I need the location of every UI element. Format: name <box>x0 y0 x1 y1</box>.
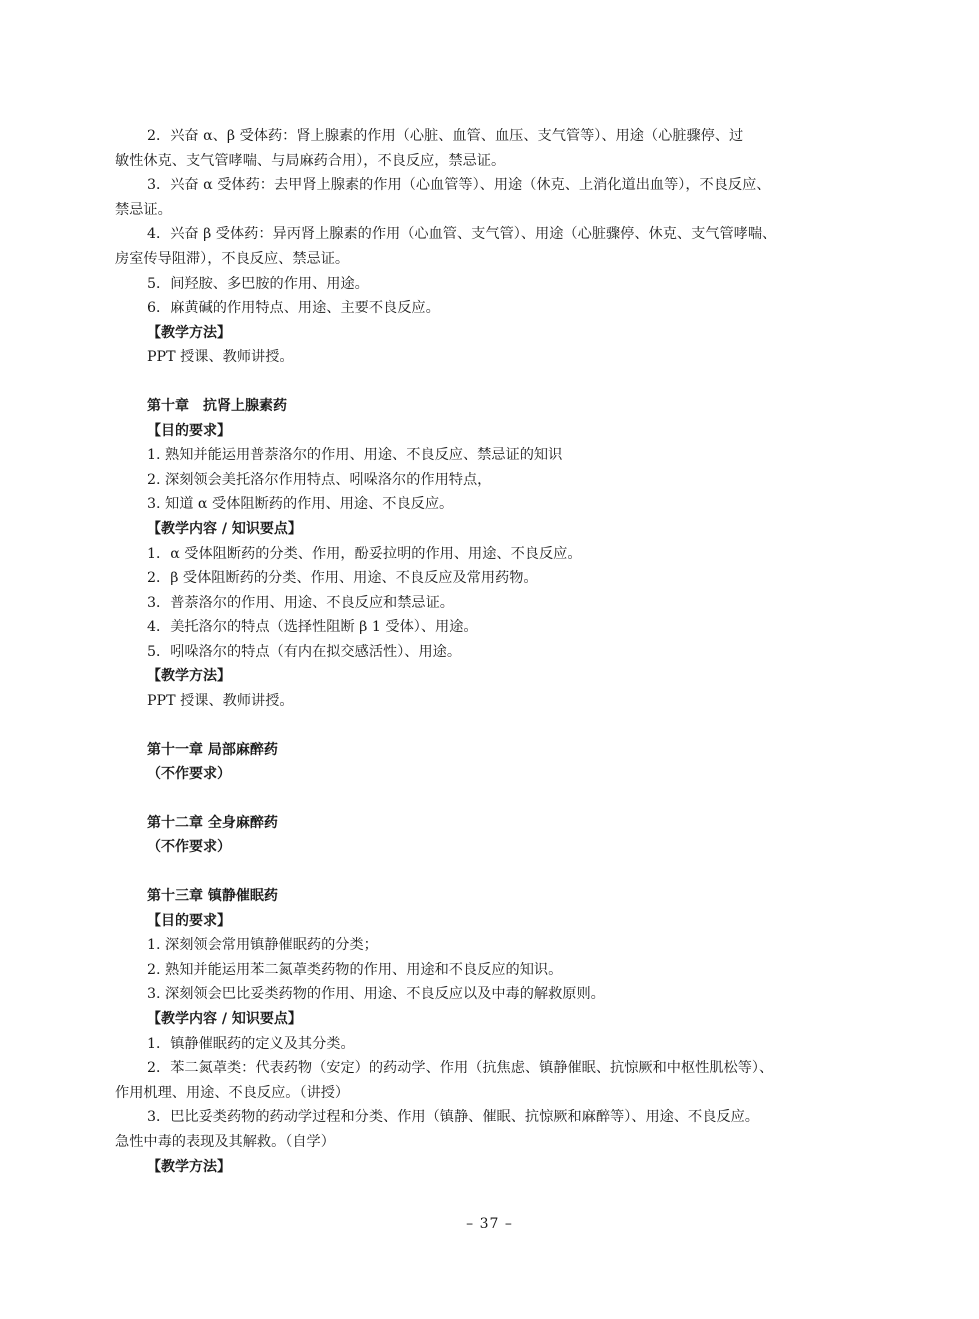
teaching-method-heading: 【教学方法】 <box>147 668 231 685</box>
content-item: 1．镇静催眠药的定义及其分类。 <box>147 1035 355 1052</box>
teaching-method-heading: 【教学方法】 <box>147 1158 231 1175</box>
content-item: 4．美托洛尔的特点（选择性阻断 β 1 受体）、用途。 <box>147 619 478 636</box>
section-gap <box>115 370 875 394</box>
teaching-method-text: PPT 授课、教师讲授。 <box>147 693 294 710</box>
goal-item: 3. 深刻领会巴比妥类药物的作用、用途、不良反应以及中毒的解救原则。 <box>147 986 605 1003</box>
section-gap <box>115 860 875 884</box>
goal-item: 3. 知道 α 受体阻断药的作用、用途、不良反应。 <box>147 496 454 513</box>
goal-item: 2. 熟知并能运用苯二氮䓬类药物的作用、用途和不良反应的知识。 <box>147 961 563 978</box>
section-gap <box>115 787 875 811</box>
teaching-method-heading: 【教学方法】 <box>147 324 231 341</box>
item-ephedrine: 6．麻黄碱的作用特点、用途、主要不良反应。 <box>147 300 440 317</box>
item-adrenaline-line1: 2．兴奋 α、β 受体药：肾上腺素的作用（心脏、血管、血压、支气管等）、用途（心脏骤停、过 <box>147 128 744 144</box>
goal-item: 1. 熟知并能运用普萘洛尔的作用、用途、不良反应、禁忌证的知识 <box>147 447 563 464</box>
content-item: 2．β 受体阻断药的分类、作用、用途、不良反应及常用药物。 <box>147 570 538 587</box>
item-isoprenaline-line2: 房室传导阻滞），不良反应、禁忌证。 <box>115 250 350 267</box>
item-isoprenaline-line1: 4．兴奋 β 受体药：异丙肾上腺素的作用（心血管、支气管）、用途（心脏骤停、休克、支气管哮喘、 <box>147 226 777 243</box>
item-noradrenaline-line1: 3．兴奋 α 受体药：去甲肾上腺素的作用（心血管等）、用途（休克、上消化道出血等），不良反应、 <box>147 177 771 194</box>
content-heading: 【教学内容 / 知识要点】 <box>147 520 302 537</box>
content-item-line2: 作用机理、用途、不良反应。（讲授） <box>115 1084 350 1101</box>
teaching-method-text: PPT 授课、教师讲授。 <box>147 349 294 366</box>
chapter-title: 第十章 抗肾上腺素药 <box>147 397 287 414</box>
chapter-note: （不作要求） <box>147 839 231 856</box>
page-content <box>115 124 875 1179</box>
chapter-title: 第十一章 局部麻醉药 <box>147 741 278 758</box>
goal-heading: 【目的要求】 <box>147 912 231 929</box>
content-item: 3．普萘洛尔的作用、用途、不良反应和禁忌证。 <box>147 594 454 611</box>
content-item: 5．吲哚洛尔的特点（有内在拟交感活性）、用途。 <box>147 643 462 660</box>
page-number: – 37 – <box>466 1216 513 1232</box>
item-adrenaline-line2: 敏性休克、支气管哮喘、与局麻药合用），不良反应，禁忌证。 <box>115 152 506 169</box>
item-noradrenaline-line2: 禁忌证。 <box>115 201 172 218</box>
goal-item: 1. 深刻领会常用镇静催眠药的分类； <box>147 937 378 954</box>
content-item-line1: 2．苯二氮䓬类：代表药物（安定）的药动学、作用（抗焦虑、镇静催眠、抗惊厥和中枢性肌松等）、 <box>147 1060 774 1077</box>
goal-heading: 【目的要求】 <box>147 422 231 439</box>
content-item: 1．α 受体阻断药的分类、作用，酚妥拉明的作用、用途、不良反应。 <box>147 545 582 562</box>
content-item-line2: 急性中毒的表现及其解救。（自学） <box>115 1133 335 1150</box>
chapter-title: 第十二章 全身麻醉药 <box>147 814 278 831</box>
chapter-title: 第十三章 镇静催眠药 <box>147 888 278 905</box>
goal-item: 2. 深刻领会美托洛尔作用特点、吲哚洛尔的作用特点， <box>147 471 492 488</box>
chapter-note: （不作要求） <box>147 766 231 783</box>
content-item-line1: 3．巴比妥类药物的药动学过程和分类、作用（镇静、催眠、抗惊厥和麻醉等）、用途、不良反应。 <box>147 1109 759 1126</box>
item-metaraminol: 5．间羟胺、多巴胺的作用、用途。 <box>147 275 369 292</box>
section-gap <box>115 714 875 738</box>
content-heading: 【教学内容 / 知识要点】 <box>147 1011 302 1027</box>
